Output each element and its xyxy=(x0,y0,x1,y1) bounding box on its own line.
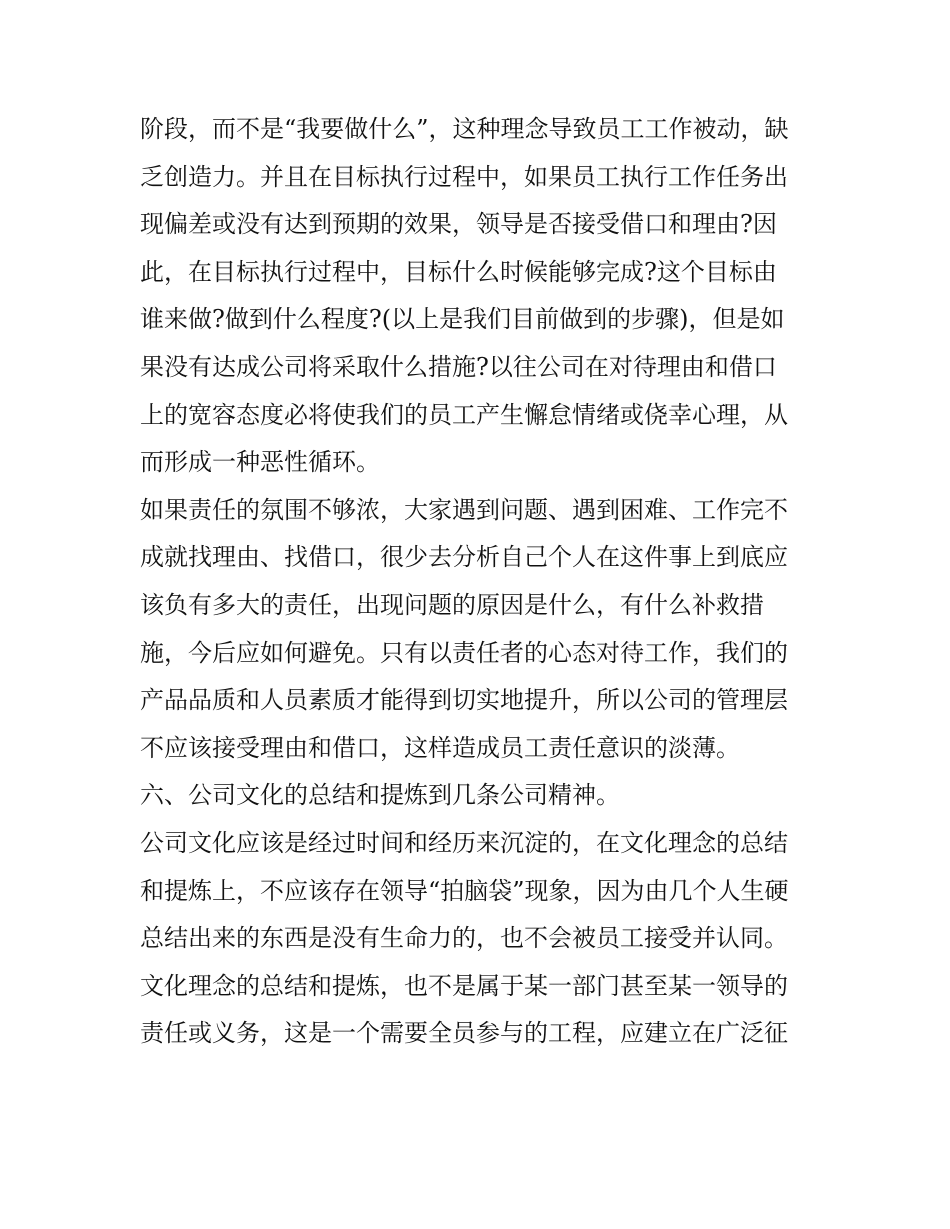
text-line: 总结出来的东西是没有生命力的，也不会被员工接受并认同。 xyxy=(140,924,788,953)
text-line: 果没有达成公司将采取什么措施?以往公司在对待理由和借口 xyxy=(140,352,777,381)
text-line: 此，在目标执行过程中，目标什么时候能够完成?这个目标由 xyxy=(140,257,777,286)
text-line: 和提炼上，不应该存在领导“拍脑袋”现象，因为由几个人生硬 xyxy=(140,876,789,905)
text-line: 谁来做?做到什么程度?(以上是我们目前做到的步骤)，但是如 xyxy=(140,305,785,334)
section-heading: 六、公司文化的总结和提炼到几条公司精神。 xyxy=(140,781,620,810)
text-line: 产品品质和人员素质才能得到切实地提升，所以公司的管理层 xyxy=(140,686,788,715)
text-line: 阶段，而不是“我要做什么”，这种理念导致员工工作被动，缺 xyxy=(140,115,789,143)
text-line: 文化理念的总结和提炼，也不是属于某一部门甚至某一领导的 xyxy=(140,971,788,1000)
text-line: 现偏差或没有达到预期的效果，领导是否接受借口和理由?因 xyxy=(140,210,777,239)
text-line: 如果责任的氛围不够浓，大家遇到问题、遇到困难、工作完不 xyxy=(140,495,788,524)
text-line: 成就找理由、找借口，很少去分析自己个人在这件事上到底应 xyxy=(140,543,788,572)
text-line: 公司文化应该是经过时间和经历来沉淀的，在文化理念的总结 xyxy=(140,828,788,857)
text-line: 上的宽容态度必将使我们的员工产生懈怠情绪或侥幸心理，从 xyxy=(140,400,788,429)
text-line: 乏创造力。并且在目标执行过程中，如果员工执行工作任务出 xyxy=(140,162,788,191)
text-line: 该负有多大的责任，出现问题的原因是什么，有什么补救措 xyxy=(140,590,764,619)
text-line: 而形成一种恶性循环。 xyxy=(140,448,380,477)
text-line: 不应该接受理由和借口，这样造成员工责任意识的淡薄。 xyxy=(140,733,740,762)
document-body xyxy=(140,106,820,1058)
text-line: 责任或义务，这是一个需要全员参与的工程，应建立在广泛征 xyxy=(140,1019,788,1048)
text-line: 施，今后应如何避免。只有以责任者的心态对待工作，我们的 xyxy=(140,638,788,667)
